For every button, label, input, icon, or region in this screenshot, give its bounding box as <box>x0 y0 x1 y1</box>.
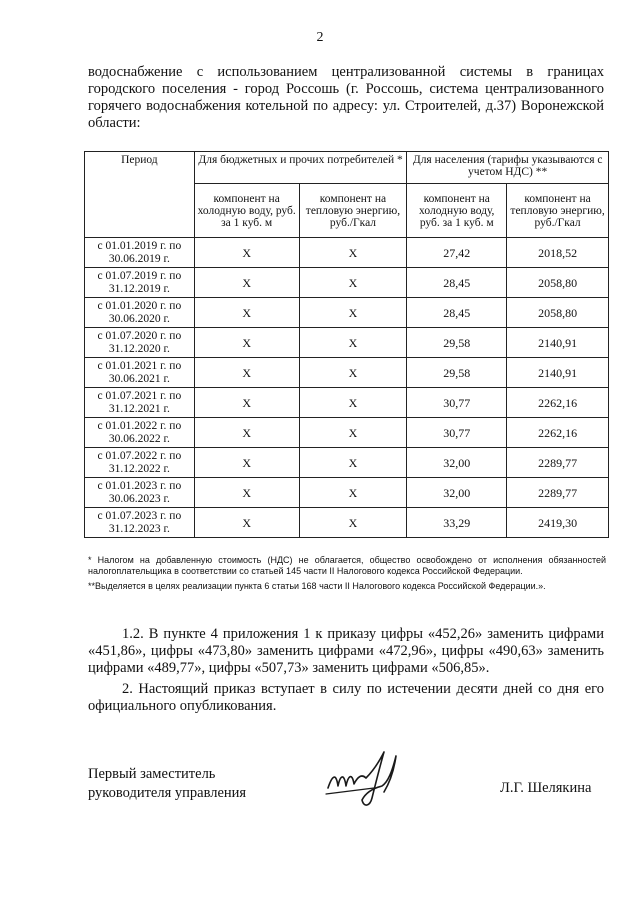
population-heat-cell: 2140,91 <box>507 328 609 358</box>
header-budget-group: Для бюджетных и прочих потребителей * <box>194 152 407 184</box>
tariff-table <box>84 151 609 538</box>
intro-paragraph: водоснабжение с использованием централизованной системы в границах городского поселения - город Россошь (г. Россошь, система централизованного горячего водоснабжения котельной по адресу: ул. Строителей, д.37) Воронежской области: <box>88 64 604 131</box>
table-row <box>85 328 609 358</box>
period-cell: с 01.07.2021 г. по 31.12.2021 г. <box>85 388 195 418</box>
budget-cold-cell: X <box>194 418 299 448</box>
population-cold-cell: 29,58 <box>407 358 507 388</box>
table-row <box>85 448 609 478</box>
budget-heat-cell: X <box>299 238 407 268</box>
signatory-title <box>88 765 246 803</box>
population-heat-cell: 2058,80 <box>507 298 609 328</box>
period-cell: с 01.07.2022 г. по 31.12.2022 г. <box>85 448 195 478</box>
header-budget-cold: компонент на холодную воду, руб. за 1 куб. м <box>194 184 299 238</box>
budget-heat-cell: X <box>299 268 407 298</box>
population-cold-cell: 32,00 <box>407 448 507 478</box>
population-heat-cell: 2419,30 <box>507 508 609 538</box>
footnotes <box>88 555 606 596</box>
period-cell: с 01.01.2020 г. по 30.06.2020 г. <box>85 298 195 328</box>
budget-cold-cell: X <box>194 328 299 358</box>
budget-cold-cell: X <box>194 448 299 478</box>
header-population-heat: компонент на тепловую энергию, руб./Гкал <box>507 184 609 238</box>
paragraph-1-2: 1.2. В пункте 4 приложения 1 к приказу цифры «452,26» заменить цифрами «451,86», цифры «473,80» заменить цифрами «472,96», цифры «490,63» заменить цифрами «489,77», цифры «507,73» заменить цифрами «506,85». <box>88 626 604 676</box>
population-cold-cell: 30,77 <box>407 388 507 418</box>
header-period: Период <box>85 152 195 238</box>
signatory-name: Л.Г. Шелякина <box>500 780 592 796</box>
body-text <box>88 626 604 719</box>
population-cold-cell: 28,45 <box>407 268 507 298</box>
table-row <box>85 238 609 268</box>
header-population-group: Для населения (тарифы указываются с учетом НДС) ** <box>407 152 609 184</box>
period-cell: с 01.01.2019 г. по 30.06.2019 г. <box>85 238 195 268</box>
table-row <box>85 388 609 418</box>
period-cell: с 01.01.2023 г. по 30.06.2023 г. <box>85 478 195 508</box>
period-cell: с 01.07.2020 г. по 31.12.2020 г. <box>85 328 195 358</box>
population-cold-cell: 29,58 <box>407 328 507 358</box>
budget-cold-cell: X <box>194 268 299 298</box>
budget-heat-cell: X <box>299 388 407 418</box>
header-budget-heat: компонент на тепловую энергию, руб./Гкал <box>299 184 407 238</box>
budget-heat-cell: X <box>299 298 407 328</box>
paragraph-2: 2. Настоящий приказ вступает в силу по истечении десяти дней со дня его официального опубликования. <box>88 681 604 714</box>
tariff-table-body <box>85 238 609 538</box>
period-cell: с 01.01.2021 г. по 30.06.2021 г. <box>85 358 195 388</box>
period-cell: с 01.07.2023 г. по 31.12.2023 г. <box>85 508 195 538</box>
population-heat-cell: 2262,16 <box>507 418 609 448</box>
table-row <box>85 358 609 388</box>
table-row <box>85 298 609 328</box>
budget-heat-cell: X <box>299 478 407 508</box>
population-cold-cell: 32,00 <box>407 478 507 508</box>
budget-heat-cell: X <box>299 328 407 358</box>
period-cell: с 01.01.2022 г. по 30.06.2022 г. <box>85 418 195 448</box>
budget-heat-cell: X <box>299 448 407 478</box>
population-heat-cell: 2262,16 <box>507 388 609 418</box>
footnote-vat-included: **Выделяется в целях реализации пункта 6 статьи 168 части II Налогового кодекса Российской Федерации.». <box>88 581 546 591</box>
population-cold-cell: 28,45 <box>407 298 507 328</box>
period-cell: с 01.07.2019 г. по 31.12.2019 г. <box>85 268 195 298</box>
signatory-title-line2: руководителя управления <box>88 785 247 801</box>
budget-cold-cell: X <box>194 298 299 328</box>
table-row <box>85 418 609 448</box>
budget-heat-cell: X <box>299 508 407 538</box>
budget-cold-cell: X <box>194 358 299 388</box>
table-row <box>85 508 609 538</box>
budget-heat-cell: X <box>299 358 407 388</box>
population-cold-cell: 27,42 <box>407 238 507 268</box>
header-population-cold: компонент на холодную воду, руб. за 1 куб. м <box>407 184 507 238</box>
table-row <box>85 268 609 298</box>
population-heat-cell: 2058,80 <box>507 268 609 298</box>
population-heat-cell: 2140,91 <box>507 358 609 388</box>
population-cold-cell: 33,29 <box>407 508 507 538</box>
population-heat-cell: 2289,77 <box>507 448 609 478</box>
population-heat-cell: 2289,77 <box>507 478 609 508</box>
budget-cold-cell: X <box>194 388 299 418</box>
page-number: 2 <box>316 30 324 45</box>
handwritten-signature <box>322 742 412 814</box>
budget-heat-cell: X <box>299 418 407 448</box>
signatory-title-line1: Первый заместитель <box>88 766 216 782</box>
footnote-vat-exempt: * Налогом на добавленную стоимость (НДС) не облагается, общество освобождено от исполнения обязанностей налогоплательщика в соответствии со статьей 145 части II Налогового кодекса Российской Федерации. <box>88 555 606 576</box>
table-row <box>85 478 609 508</box>
population-cold-cell: 30,77 <box>407 418 507 448</box>
budget-cold-cell: X <box>194 478 299 508</box>
population-heat-cell: 2018,52 <box>507 238 609 268</box>
budget-cold-cell: X <box>194 508 299 538</box>
budget-cold-cell: X <box>194 238 299 268</box>
